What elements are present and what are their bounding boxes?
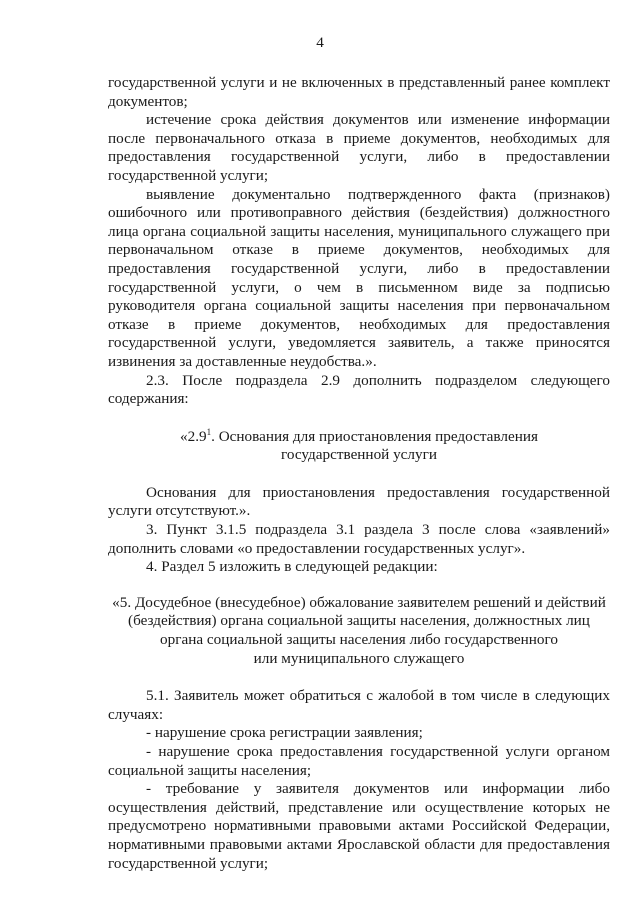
- paragraph: Основания для приостановления предоставления государственной услуги отсутствуют.».: [108, 483, 610, 520]
- list-item: - нарушение срока регистрации заявления;: [146, 724, 423, 742]
- page-number: 4: [316, 34, 324, 51]
- heading-line: (бездействия) органа социальной защиты населения, должностных лиц: [128, 612, 590, 630]
- heading-prefix: «2.9: [180, 427, 207, 445]
- paragraph: 5.1. Заявитель может обратиться с жалобой в том числе в следующих случаях:: [108, 687, 610, 723]
- paragraph: 3. Пункт 3.1.5 подраздела 3.1 раздела 3 после слова «заявлений» дополнить словами «о предоставлении государственных услуг».: [108, 521, 610, 557]
- paragraph: 4. Раздел 5 изложить в следующей редакции:: [146, 558, 438, 576]
- heading-superscript: 1: [206, 426, 212, 437]
- heading-line: или муниципального служащего: [253, 649, 465, 667]
- list-item: - нарушение срока предоставления государственной услуги органом социальной защиты населения;: [108, 743, 610, 779]
- heading-line: государственной услуги: [281, 446, 437, 464]
- paragraph: государственной услуги и не включенных в представленный ранее комплект документов;: [108, 74, 610, 110]
- heading-text: . Основания для приостановления предоставления: [211, 427, 538, 445]
- heading-line: органа социальной защиты населения либо государственного: [160, 631, 558, 649]
- paragraph: истечение срока действия документов или изменение информации после первоначального отказа в приеме документов, необходимых для предоставления государственной услуги, либо в предоставлении государственной услуги;: [108, 111, 610, 184]
- paragraph: выявление документально подтвержденного факта (признаков) ошибочного или противоправного действия (бездействия) должностного лица органа социальной защиты населения, муниципального служащего при первоначальном отказе в приеме документов, необходимых для предоставления государственной услуги, либо в предоставлении государственной услуги, о чем в письменном виде за подписью руководителя органа социальной защиты населения при первоначальном отказе в приеме документов, необходимых для предоставления государственной услуги, уведомляется заявитель, а также приносятся извинения за доставленные неудобства.».: [108, 185, 610, 370]
- section-heading-5: [108, 594, 610, 668]
- heading-line: «5. Досудебное (внесудебное) обжалование заявителем решений и действий: [112, 593, 606, 611]
- paragraph: 2.3. После подраздела 2.9 дополнить подразделом следующего содержания:: [108, 371, 610, 408]
- section-heading-2-9-1: [108, 428, 610, 465]
- list-item: - требование у заявителя документов или информации либо осуществления действий, представление или осуществление которых не предусмотрено нормативными правовыми актами Российской Федерации, нормативными правовыми актами Ярославской области для предоставления государственной услуги;: [108, 780, 610, 872]
- heading-line: [108, 428, 610, 447]
- document-body: [108, 74, 610, 873]
